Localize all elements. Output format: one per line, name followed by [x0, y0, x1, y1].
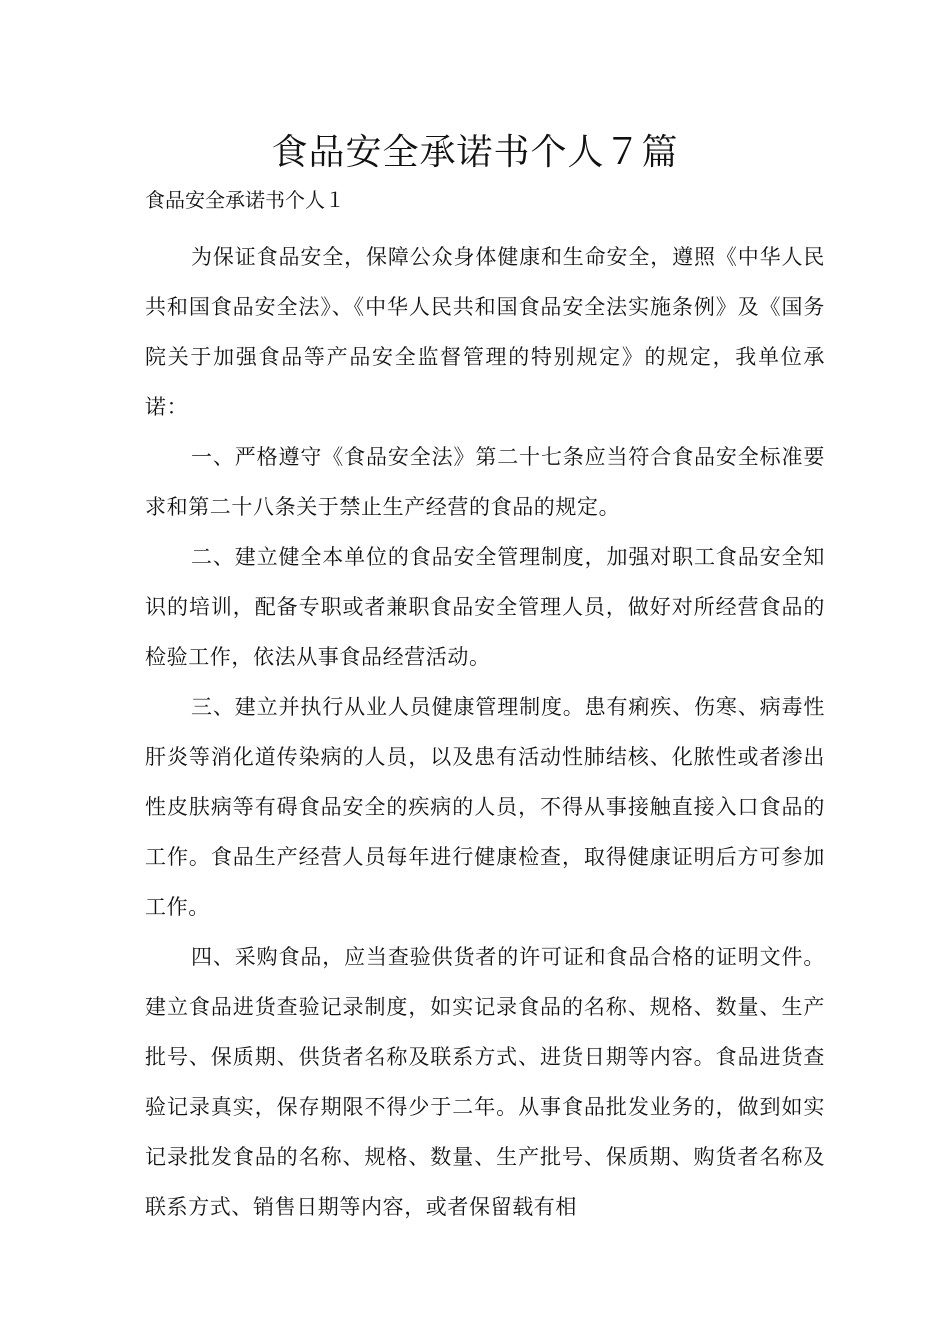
document-body: [145, 232, 825, 1232]
paragraph-intro: 为保证食品安全，保障公众身体健康和生命安全，遵照《中华人民共和国食品安全法》、《中华人民共和国食品安全法实施条例》及《国务院关于加强食品等产品安全监督管理的特别规定》的规定，我单位承诺：: [145, 245, 825, 419]
section-heading: 食品安全承诺书个人１: [145, 188, 345, 212]
paragraph-item-2: 二、建立健全本单位的食品安全管理制度，加强对职工食品安全知识的培训，配备专职或者兼职食品安全管理人员，做好对所经营食品的检验工作，依法从事食品经营活动。: [145, 545, 825, 669]
paragraph-item-3: 三、建立并执行从业人员健康管理制度。患有痢疾、伤寒、病毒性肝炎等消化道传染病的人员，以及患有活动性肺结核、化脓性或者渗出性皮肤病等有碍食品安全的疾病的人员，不得从事接触直接入口食品的工作。食品生产经营人员每年进行健康检查，取得健康证明后方可参加工作。: [145, 695, 825, 919]
document-title: 食品安全承诺书个人７篇: [271, 132, 679, 173]
paragraph-item-4: 四、采购食品，应当查验供货者的许可证和食品合格的证明文件。建立食品进货查验记录制度，如实记录食品的名称、规格、数量、生产批号、保质期、供货者名称及联系方式、进货日期等内容。食品进货查验记录真实，保存期限不得少于二年。从事食品批发业务的，做到如实记录批发食品的名称、规格、数量、生产批号、保质期、购货者名称及联系方式、销售日期等内容，或者保留载有相: [145, 945, 825, 1219]
paragraph-item-1: 一、严格遵守《食品安全法》第二十七条应当符合食品安全标准要求和第二十八条关于禁止生产经营的食品的规定。: [145, 445, 825, 519]
